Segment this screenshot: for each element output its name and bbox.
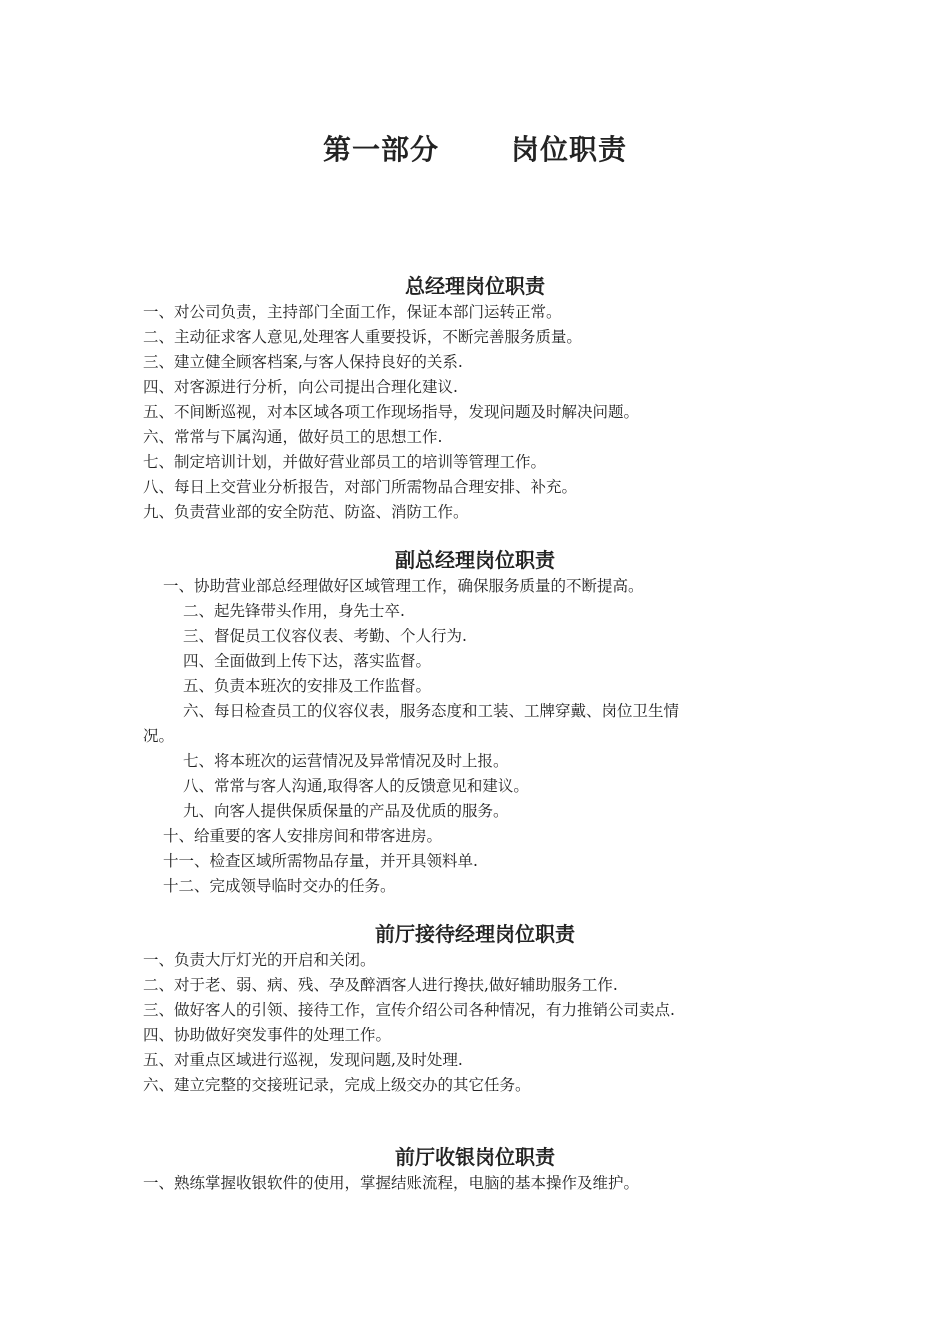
section-title: 前厅收银岗位职责 (395, 1145, 555, 1169)
list-item: 一、负责大厅灯光的开启和关闭。 (143, 951, 376, 969)
list-item: 八、每日上交营业分析报告，对部门所需物品合理安排、补充。 (143, 478, 578, 496)
list-item: 九、向客人提供保质保量的产品及优质的服务。 (183, 802, 509, 820)
list-item: 九、负责营业部的安全防范、防盗、消防工作。 (143, 503, 469, 521)
section-front-desk-reception-manager (0, 920, 950, 1098)
part-title (0, 128, 950, 168)
list-item: 八、常常与客人沟通,取得客人的反馈意见和建议。 (183, 777, 529, 795)
list-item-continuation: 况。 (143, 727, 175, 745)
list-item: 五、对重点区域进行巡视，发现问题,及时处理. (143, 1051, 463, 1069)
list-item: 十、给重要的客人安排房间和带客进房。 (163, 827, 443, 845)
list-item: 四、对客源进行分析，向公司提出合理化建议. (143, 378, 458, 396)
list-item: 六、常常与下属沟通，做好员工的思想工作. (143, 428, 443, 446)
list-item: 三、督促员工仪容仪表、考勤、个人行为. (183, 627, 467, 645)
section-title: 副总经理岗位职责 (395, 548, 555, 572)
part-title-left: 第一部分 (322, 133, 439, 166)
list-item: 一、对公司负责，主持部门全面工作，保证本部门运转正常。 (143, 303, 562, 321)
list-item: 六、每日检查员工的仪容仪表，服务态度和工装、工牌穿戴、岗位卫生情 (183, 702, 680, 720)
list-item: 十二、完成领导临时交办的任务。 (163, 877, 396, 895)
section-general-manager (0, 272, 950, 525)
part-title-right: 岗位职责 (511, 133, 628, 166)
list-item: 二、对于老、弱、病、残、孕及醉酒客人进行搀扶,做好辅助服务工作. (143, 976, 618, 994)
list-item: 四、协助做好突发事件的处理工作。 (143, 1026, 392, 1044)
list-item: 二、主动征求客人意见,处理客人重要投诉，不断完善服务质量。 (143, 328, 582, 346)
list-item: 二、起先锋带头作用，身先士卒. (183, 602, 405, 620)
list-item: 七、制定培训计划，并做好营业部员工的培训等管理工作。 (143, 453, 547, 471)
section-title: 总经理岗位职责 (405, 274, 545, 298)
list-item: 六、建立完整的交接班记录，完成上级交办的其它任务。 (143, 1076, 531, 1094)
list-item: 三、建立健全顾客档案,与客人保持良好的关系. (143, 353, 463, 371)
section-deputy-general-manager (0, 546, 950, 899)
list-item: 五、不间断巡视，对本区域各项工作现场指导，发现问题及时解决问题。 (143, 403, 640, 421)
list-item: 十一、检查区域所需物品存量，并开具领料单. (163, 852, 478, 870)
list-item: 三、做好客人的引领、接待工作，宣传介绍公司各种情况，有力推销公司卖点. (143, 1001, 675, 1019)
list-item: 五、负责本班次的安排及工作监督。 (183, 677, 432, 695)
list-item: 一、熟练掌握收银软件的使用，掌握结账流程，电脑的基本操作及维护。 (143, 1174, 640, 1192)
list-item: 一、协助营业部总经理做好区域管理工作，确保服务质量的不断提高。 (163, 577, 644, 595)
list-item: 七、将本班次的运营情况及异常情况及时上报。 (183, 752, 509, 770)
list-item: 四、全面做到上传下达，落实监督。 (183, 652, 432, 670)
section-front-desk-cashier (0, 1143, 950, 1196)
section-title: 前厅接待经理岗位职责 (375, 922, 575, 946)
